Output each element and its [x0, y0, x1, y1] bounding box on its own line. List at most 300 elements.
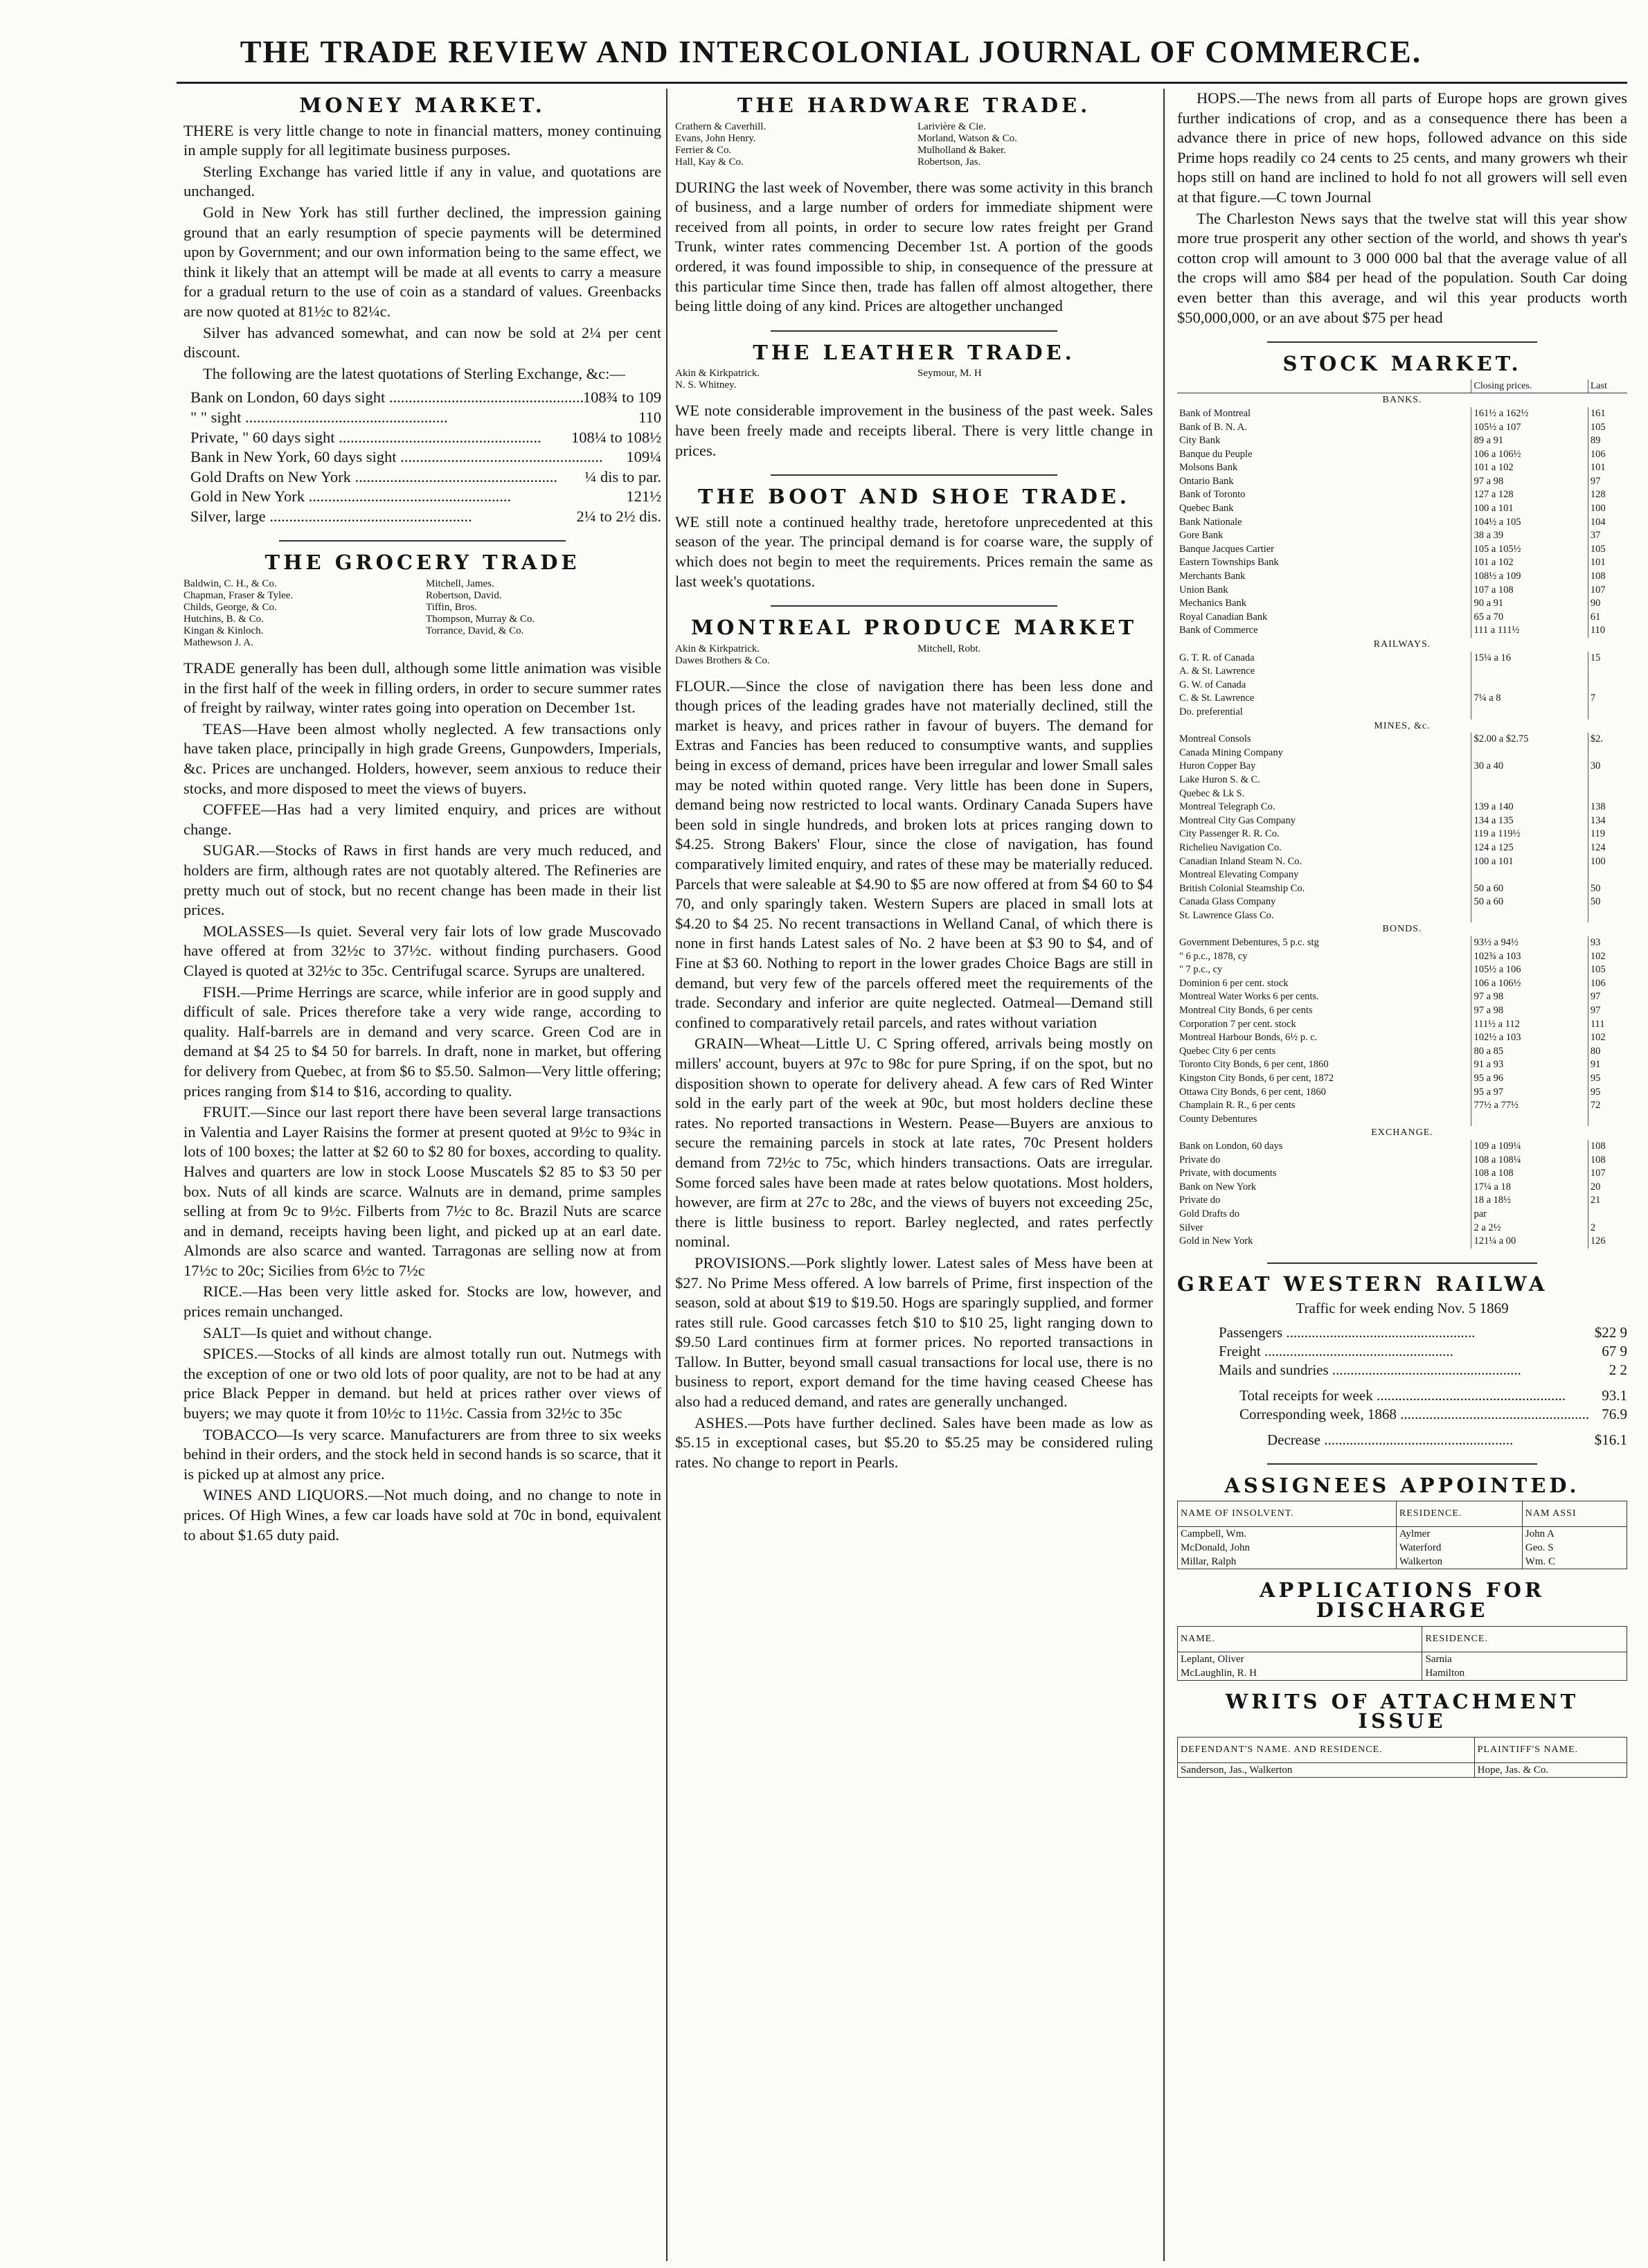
- stock-row: [1177, 747, 1627, 760]
- stock-cell: Quebec City 6 per cents: [1179, 1045, 1276, 1057]
- produce-section: [675, 618, 1153, 1472]
- traffic-row: [1219, 1361, 1627, 1379]
- paragraph: TRADE generally has been dull, although some little animation was visible in the first half of the week in filling orders, in order to secure summer rates of freight by railway, winter rates going into operation on December 1st.: [183, 659, 661, 717]
- stock-cell: Ottawa City Bonds, 6 per cent, 1860: [1179, 1086, 1326, 1098]
- stock-cell: Bank of B. N. A.: [1179, 421, 1247, 433]
- stock-cell: C. & St. Lawrence: [1179, 693, 1255, 704]
- stock-row: [1177, 895, 1627, 909]
- stock-cell: 100 a 101: [1471, 502, 1588, 516]
- section-divider: [771, 474, 1057, 476]
- stock-cell: 30 a 40: [1471, 760, 1588, 774]
- stock-row: [1177, 1086, 1627, 1100]
- writs-section: [1177, 1689, 1627, 1778]
- dealer-name: Seymour, M. H: [917, 368, 982, 380]
- stock-row: [1177, 624, 1627, 638]
- stock-cell: Silver: [1179, 1222, 1203, 1233]
- stock-cell: [1588, 909, 1627, 923]
- stock-row: [1177, 801, 1627, 814]
- stock-cell: 80: [1588, 1045, 1627, 1059]
- traffic-row: [1239, 1386, 1627, 1405]
- stock-cell: G. T. R. of Canada: [1179, 652, 1255, 663]
- section-divider: [1267, 1463, 1537, 1465]
- stock-cell: Montreal Harbour Bonds, 6½ p. c.: [1179, 1032, 1318, 1044]
- stock-cell: Huron Copper Bay: [1179, 760, 1256, 772]
- stock-row: [1177, 774, 1627, 787]
- stock-cell: 61: [1588, 611, 1627, 625]
- stock-cell: 72: [1588, 1099, 1627, 1113]
- stock-cell: Bank of Toronto: [1179, 489, 1246, 501]
- table-header: RESIDENCE.: [1396, 1501, 1522, 1527]
- stock-cell: 102¾ a 103: [1471, 950, 1588, 964]
- paragraph: Gold in New York has still further declined, the impression gaining ground that an early resumption of specie payments will be determined upon by Government; and our own information being to the same effect, we think it likely that an attempt will be made at all events to carry a measure for a gradual return to the use of coin as a standard of values. Greenbacks are now quoted at 81½c to 82¼c.: [183, 203, 661, 320]
- assignees-section: [1177, 1473, 1627, 1570]
- stock-cell: 100: [1588, 502, 1627, 516]
- stock-cell: 111½ a 112: [1471, 1018, 1588, 1032]
- stock-cell: 38 a 39: [1471, 529, 1588, 543]
- table-header: DEFENDANT'S NAME. AND RESIDENCE.: [1178, 1737, 1475, 1762]
- stock-cell: Ontario Bank: [1179, 475, 1234, 487]
- stock-cell: Molsons Bank: [1179, 462, 1238, 474]
- stock-category: MINES, &c.: [1374, 720, 1431, 731]
- stock-category: RAILWAYS.: [1373, 639, 1431, 650]
- dealer-name: Tiffin, Bros.: [426, 602, 477, 614]
- stock-cell: 105: [1588, 421, 1627, 435]
- stock-row: [1177, 990, 1627, 1004]
- dealer-name: Morland, Watson & Co.: [917, 132, 1017, 144]
- stock-cell: Canada Mining Company: [1179, 747, 1283, 758]
- stock-cell: Montreal Elevating Company: [1179, 869, 1299, 881]
- quotation-label: Private, " 60 days sight .....: [190, 428, 541, 448]
- paragraph: SPICES.—Stocks of all kinds are almost totally run out. Nutmegs with the exception of one or two old lots of poor quality, are not to be had at any price Black Pepper in demand. but held at prices rather over views of buyers; we may quote it from 10½c to 11½c. Cassia from 32½c to 35c: [183, 1345, 661, 1422]
- dealer-list: [675, 643, 1153, 667]
- stock-cell: [1471, 787, 1588, 801]
- table-row: [1178, 1762, 1627, 1777]
- stock-cell: [1588, 774, 1627, 787]
- table-cell: Hamilton: [1422, 1666, 1627, 1681]
- stock-row: [1177, 733, 1627, 747]
- stock-row: [1177, 556, 1627, 570]
- paragraph: SUGAR.—Stocks of Raws in first hands are very much reduced, and holders are firm, although rates are not quotably altered. The Refineries are pretty much out of stock, but no recent change has been made in their list prices.: [183, 841, 661, 919]
- stock-cell: 95 a 96: [1471, 1072, 1588, 1086]
- stock-cell: Montreal City Bonds, 6 per cents: [1179, 1005, 1313, 1017]
- stock-row: [1177, 1167, 1627, 1181]
- stock-cell: Gore Bank: [1179, 530, 1224, 542]
- stock-row: [1177, 1181, 1627, 1195]
- dealer-name: N. S. Whitney.: [675, 380, 737, 391]
- dealer-name: Robertson, David.: [426, 590, 502, 602]
- stock-cell: 107: [1588, 1167, 1627, 1181]
- stock-row: [1177, 570, 1627, 584]
- stock-cell: 105: [1588, 963, 1627, 977]
- stock-row: [1177, 977, 1627, 991]
- section-title: ASSIGNEES APPOINTED.: [1224, 1473, 1580, 1497]
- stock-cell: 2: [1588, 1222, 1627, 1235]
- section-title: WRITS OF ATTACHMENT ISSUE: [1225, 1689, 1579, 1733]
- stock-cell: 105½ a 107: [1471, 421, 1588, 435]
- stock-row: [1177, 760, 1627, 774]
- section-divider: [771, 330, 1057, 332]
- stock-cell: 107: [1588, 584, 1627, 598]
- quotation-value: 109¼: [626, 448, 661, 466]
- paragraph: PROVISIONS.—Pork slightly lower. Latest sales of Mess have been at $27. No Prime Mess offered. A low barrels of Prime, first inspection of the season, sold at about $19 to $19.50. Hogs are sparingly supplied, and former rates still rule. Good carcasses fetch $10 to $10 25, light ranging down to $9.50 Lard continues firm at former prices. No reported transactions in Tallow. In Butter, beyond small casual transactions for local use, there is no business to report, export demand for the time having ceased Cheese has also had a reduced demand, and rates are generally unchanged.: [675, 1253, 1153, 1411]
- stock-cell: 2 a 2½: [1471, 1222, 1588, 1235]
- stock-row: [1177, 841, 1627, 855]
- stock-cell: 106: [1588, 977, 1627, 991]
- stock-row: [1177, 950, 1627, 964]
- traffic-label: Mails and sundries .....: [1219, 1361, 1521, 1379]
- stock-row: [1177, 692, 1627, 706]
- column-right: [1177, 89, 1627, 2268]
- dealer-name: Larivière & Cie.: [917, 120, 986, 132]
- stock-cell: 7¼ a 8: [1471, 692, 1588, 706]
- stock-cell: 15¼ a 16: [1471, 652, 1588, 666]
- stock-row: [1177, 1235, 1627, 1249]
- discharge-table: [1177, 1626, 1627, 1681]
- hardware-paras: [675, 178, 1153, 316]
- stock-cell: 124 a 125: [1471, 841, 1588, 855]
- paragraph: FISH.—Prime Herrings are scarce, while inferior are in good supply and difficult of sale. Prices therefore take a very wide range, according to quality. Half-barrels are in demand and very scarce. Green Cod are in demand at $4 25 to $4 50 for barrels. In draft, none in market, but offering for delivery from Quebec, at from $6 to $5.50. Salmon—Very little offering; prices ranging from $14 to $16, according to quality.: [183, 983, 661, 1100]
- quotation-label: Silver, large .....: [190, 507, 472, 527]
- stock-cell: St. Lawrence Glass Co.: [1179, 909, 1274, 921]
- paragraph: TEAS—Have been almost wholly neglected. A few transactions only have taken place, principally in high grade Greens, Gunpowders, Imperials, &c. Prices are unchanged. Holders, however, seem anxious to reduce their stocks, and more disposed to meet the views of buyers.: [183, 720, 661, 797]
- table-cell: Sarnia: [1422, 1652, 1627, 1666]
- stock-cell: 121¼ a 00: [1471, 1235, 1588, 1249]
- stock-row: [1177, 1140, 1627, 1154]
- quotation-label: Gold in New York .....: [190, 487, 511, 507]
- stock-cell: 119: [1588, 828, 1627, 841]
- money-paras: [183, 121, 661, 384]
- section-title: GREAT WESTERN RAILWA: [1177, 1271, 1548, 1296]
- dealer-name: Chapman, Fraser & Tylee.: [183, 590, 294, 602]
- paragraph: Silver has advanced somewhat, and can now be sold at 2¼ per cent discount.: [183, 323, 661, 361]
- stock-row: [1177, 665, 1627, 679]
- stock-cell: Bank Nationale: [1179, 516, 1242, 528]
- money-market-section: [183, 93, 661, 526]
- stock-row: [1177, 448, 1627, 462]
- stock-header: [1177, 380, 1471, 393]
- hops-section: [1177, 89, 1627, 328]
- stock-cell: [1588, 787, 1627, 801]
- stock-row: [1177, 963, 1627, 977]
- dealer-name: [426, 637, 661, 649]
- stock-cell: [1471, 747, 1588, 760]
- stock-cell: 101 a 102: [1471, 461, 1588, 475]
- stock-row: [1177, 516, 1627, 530]
- stock-cell: Champlain R. R., 6 per cents: [1179, 1100, 1296, 1111]
- stock-row: [1177, 597, 1627, 611]
- stock-cell: 108: [1588, 570, 1627, 584]
- paragraph: COFFEE—Has had a very limited enquiry, and prices are without change.: [183, 801, 661, 838]
- stock-category: EXCHANGE.: [1371, 1127, 1433, 1139]
- paragraph: ASHES.—Pots have further declined. Sales have been made as low as $5.15 in exceptional cases, but $5.20 to $5.25 may be considered ruling rates. No change to report in Pearls.: [675, 1413, 1153, 1471]
- section-title: MONTREAL PRODUCE MARKET: [690, 616, 1138, 640]
- traffic-label: Total receipts for week .....: [1239, 1386, 1566, 1405]
- stock-cell: 97 a 98: [1471, 1004, 1588, 1018]
- stock-cell: Government Debentures, 5 p.c. stg: [1179, 937, 1319, 949]
- stock-row: [1177, 1099, 1627, 1113]
- stock-cell: 37: [1588, 529, 1627, 543]
- stock-cell: [1471, 679, 1588, 693]
- stock-cell: 105 a 105½: [1471, 543, 1588, 557]
- stock-cell: 105: [1588, 543, 1627, 557]
- paragraph: GRAIN—Wheat—Little U. C Spring offered, arrivals being mostly on millers' account, buyers at 97c to 98c for pure Spring, if on the spot, but no disposition shown to operate for delivery ahead. A few cars of Red Winter sold in the early part of the week at 90c, but most holders decline these rates. No reported transactions in Western. Pease—Buyers are anxious to secure the remaining parcels in stock at late rates, 70c Present holders demand from 72½c to 75c, which hinders transactions. Oats are irregular. Some forced sales have been made at rates below quotations. Most holders, however, are firm at 27c to 28c, and the views of buyers not exceeding 25c, there is little business to report. Barley neglected, and rates perfectly nominal.: [675, 1035, 1153, 1251]
- traffic-value: 2 2: [1609, 1361, 1627, 1378]
- stock-cell: 101 a 102: [1471, 556, 1588, 570]
- stock-cell: 90 a 91: [1471, 597, 1588, 611]
- stock-category: BANKS.: [1382, 395, 1422, 406]
- stock-cell: Bank on London, 60 days: [1179, 1140, 1283, 1152]
- stock-cell: 95: [1588, 1072, 1627, 1086]
- stock-cell: 106 a 106½: [1471, 977, 1588, 991]
- stock-cell: British Colonial Steamship Co.: [1179, 882, 1305, 894]
- stock-row: [1177, 434, 1627, 448]
- quotation-value: 110: [638, 408, 661, 426]
- stock-cell: 104: [1588, 516, 1627, 530]
- dealer-name: [917, 655, 1153, 667]
- stock-cell: 161½ a 162½: [1471, 407, 1588, 421]
- dealer-name: Dawes Brothers & Co.: [675, 654, 770, 666]
- stock-cell: 80 a 85: [1471, 1045, 1588, 1059]
- stock-row: [1177, 1058, 1627, 1072]
- stock-row: [1177, 407, 1627, 421]
- stock-row: [1177, 1045, 1627, 1059]
- stock-cell: 104½ a 105: [1471, 516, 1588, 530]
- stock-cell: 108: [1588, 1154, 1627, 1168]
- section-divider: [1267, 1262, 1537, 1264]
- stock-cell: 134 a 135: [1471, 814, 1588, 828]
- stock-cell: Gold Drafts do: [1179, 1208, 1239, 1220]
- table-cell: Sanderson, Jas., Walkerton: [1178, 1762, 1475, 1777]
- stock-cell: [1588, 679, 1627, 693]
- stock-row: [1177, 868, 1627, 882]
- section-title: THE GROCERY TRADE: [265, 551, 580, 575]
- stock-cell: 161: [1588, 407, 1627, 421]
- stock-cell: Kingston City Bonds, 6 per cent, 1872: [1179, 1073, 1334, 1084]
- stock-cell: Montreal City Gas Company: [1179, 814, 1296, 826]
- quotation-label: " " sight .....: [190, 408, 448, 428]
- stock-row: [1177, 787, 1627, 801]
- table-header: NAME OF INSOLVENT.: [1178, 1501, 1397, 1527]
- stock-cell: Bank on New York: [1179, 1181, 1257, 1193]
- stock-cell: Toronto City Bonds, 6 per cent, 1860: [1179, 1059, 1329, 1071]
- paragraph: RICE.—Has been very little asked for. Stocks are low, however, and prices remain unchanged.: [183, 1283, 661, 1321]
- table-cell: Hope, Jas. & Co.: [1474, 1762, 1627, 1777]
- paragraph: Sterling Exchange has varied little if any in value, and quotations are unchanged.: [183, 162, 661, 200]
- railway-section: [1177, 1271, 1627, 1449]
- section-title: APPLICATIONS FOR DISCHARGE: [1260, 1578, 1545, 1622]
- dealer-name: Mitchell, James.: [426, 578, 494, 590]
- stock-cell: 50 a 60: [1471, 895, 1588, 909]
- dealer-name: Thompson, Murray & Co.: [426, 614, 535, 625]
- stock-cell: 119 a 119½: [1471, 828, 1588, 841]
- dealer-name: Akin & Kirkpatrick.: [675, 643, 760, 654]
- dealer-name: Torrance, David, & Co.: [426, 625, 524, 637]
- traffic-value: $16.1: [1594, 1431, 1627, 1448]
- dealer-name: Mathewson J. A.: [183, 637, 253, 649]
- stock-market-section: [1177, 354, 1627, 1249]
- stock-cell: 108: [1588, 1140, 1627, 1154]
- stock-cell: [1471, 706, 1588, 720]
- section-divider: [1267, 341, 1537, 343]
- table-row: [1178, 1666, 1627, 1681]
- quotation-label: Gold Drafts on New York .....: [190, 467, 557, 488]
- boot-section: [675, 487, 1153, 591]
- stock-cell: 89: [1588, 434, 1627, 448]
- stock-cell: Lake Huron S. & C.: [1179, 774, 1260, 785]
- stock-cell: City Bank: [1179, 435, 1221, 447]
- stock-cell: 77½ a 77½: [1471, 1099, 1588, 1113]
- stock-cell: 128: [1588, 488, 1627, 502]
- stock-cell: Dominion 6 per cent. stock: [1179, 977, 1289, 989]
- stock-cell: 95: [1588, 1086, 1627, 1100]
- stock-cell: 93: [1588, 936, 1627, 950]
- stock-cell: Banque du Peuple: [1179, 448, 1253, 460]
- section-divider: [771, 605, 1057, 607]
- stock-header: Last: [1588, 380, 1627, 393]
- stock-cell: City Passenger R. R. Co.: [1179, 828, 1280, 840]
- traffic-row: [1267, 1431, 1627, 1449]
- stock-cell: Canada Glass Company: [1179, 896, 1276, 908]
- dealer-list: [183, 578, 661, 649]
- stock-cell: 100: [1588, 855, 1627, 869]
- stock-cell: 138: [1588, 801, 1627, 814]
- table-header: RESIDENCE.: [1422, 1626, 1627, 1652]
- stock-cell: 109 a 109¼: [1471, 1140, 1588, 1154]
- stock-cell: A. & St. Lawrence: [1179, 666, 1255, 677]
- stock-cell: Corporation 7 per cent. stock: [1179, 1018, 1296, 1030]
- dealer-name: [917, 380, 1153, 391]
- stock-row: [1177, 855, 1627, 869]
- stock-row: [1177, 814, 1627, 828]
- paragraph: HOPS.—The news from all parts of Europe hops are grown gives further indications of crop, and as a consequence there has been a advance there in price of new hops, followed advance on this side Prime hops readily co 24 cents to 25 cents, and many growers wh their hops still on hand are inclined to hold fo not all growers will sell even at that figure.—C town Journal: [1177, 89, 1627, 206]
- masthead-rule: [177, 82, 1627, 84]
- leather-section: [675, 340, 1153, 461]
- quotation-row: [190, 447, 661, 467]
- table-row: [1178, 1541, 1627, 1555]
- stock-cell: 97: [1588, 990, 1627, 1004]
- stock-cell: 100 a 101: [1471, 855, 1588, 869]
- stock-row: [1177, 1208, 1627, 1222]
- quotation-label: Bank in New York, 60 days sight .....: [190, 447, 603, 467]
- stock-cell: 139 a 140: [1471, 801, 1588, 814]
- quotation-value: ¼ dis to par.: [584, 467, 661, 485]
- stock-cell: Bank of Montreal: [1179, 407, 1251, 419]
- table-header: NAM ASSI: [1522, 1501, 1627, 1527]
- stock-cell: 124: [1588, 841, 1627, 855]
- stock-row: [1177, 1004, 1627, 1018]
- dealer-name: Robertson, Jas.: [917, 156, 981, 168]
- traffic-label: Decrease .....: [1267, 1431, 1513, 1449]
- paragraph: THERE is very little change to note in financial matters, money continuing in ample supply for all legitimate business purposes.: [183, 121, 661, 159]
- traffic-value: 76.9: [1602, 1405, 1627, 1422]
- traffic-label: Corresponding week, 1868 .....: [1239, 1405, 1589, 1424]
- section-divider: [279, 540, 566, 542]
- paragraph: FLOUR.—Since the close of navigation there has been less done and though prices of the leading grades have not materially declined, still the market is heavy, and prices rather in favour of buyers. The demand for Extras and Fancies has been reduced to consumptive wants, and supplies being in excess of demand, prices have been irregular and lower Small sales may be noted within quoted range. Very little has been done in Supers, demand being now restricted to local wants. Ordinary Canada Supers have been sold in single hundreds, and broken lots at prices ranging down to $4.25. Strong Bakers' Flour, since the close of navigation, has found comparatively limited enquiry, and rates of these may be materially reduced. Parcels that were saleable at $4.90 to $5 are now offered at from $4 60 to $4 70, and only sparingly taken. Western Supers are placed in small lots at $4.20 to $4 25. No recent transactions in Welland Canal, of which there is none in first hands Latest sales of No. 2 have been at $3 90 to $4, and of Fine at $3 60. Nothing to report in the lower grades Choice Bags are still in demand, but very few of the parcels offered meet the requirements of the trade. Secondary and inferior are quite neglected. Oatmeal—Demand still confined to comparatively retail parcels, and rates without variation: [675, 677, 1153, 1031]
- traffic-label: Passengers .....: [1219, 1323, 1475, 1342]
- stock-cell: " 7 p.c., cy: [1179, 964, 1223, 976]
- stock-cell: 91 a 93: [1471, 1058, 1588, 1072]
- stock-cell: 97 a 98: [1471, 475, 1588, 489]
- stock-cell: 50: [1588, 882, 1627, 896]
- table-header: PLAINTIFF'S NAME.: [1474, 1737, 1627, 1762]
- stock-row: [1177, 828, 1627, 841]
- dealer-name: Akin & Kirkpatrick.: [675, 368, 760, 380]
- stock-cell: 106 a 106½: [1471, 448, 1588, 462]
- assignees-table: [1177, 1501, 1627, 1569]
- stock-row: [1177, 1072, 1627, 1086]
- stock-cell: Bank of Commerce: [1179, 625, 1258, 636]
- stock-row: [1177, 1222, 1627, 1235]
- stock-row: [1177, 421, 1627, 435]
- section-title: THE HARDWARE TRADE.: [737, 93, 1091, 117]
- stock-cell: Private do: [1179, 1195, 1221, 1206]
- dealer-name: Mitchell, Robt.: [917, 643, 981, 654]
- column-rule: [666, 89, 668, 2261]
- quotation-label: Bank on London, 60 days sight .....: [190, 388, 583, 408]
- traffic-row: [1219, 1342, 1627, 1361]
- dealer-list: [675, 368, 1153, 391]
- stock-cell: [1471, 1113, 1588, 1127]
- stock-cell: $2.00 a $2.75: [1471, 733, 1588, 747]
- stock-row: [1177, 1113, 1627, 1127]
- stock-cell: Richelieu Navigation Co.: [1179, 841, 1282, 853]
- stock-header: Closing prices.: [1471, 380, 1588, 393]
- paragraph: MOLASSES—Is quiet. Several very fair lots of low grade Muscovado have offered at from 32½c to 37½c. without finding purchasers. Good Clayed is quoted at 32½c to 35c. Centrifugal scarce. Syrups are unaltered.: [183, 922, 661, 979]
- paragraph: TOBACCO—Is very scarce. Manufacturers are from three to six weeks behind in their orders, and the stock held in second hands is so scarce, that it is picked up at almost any price.: [183, 1425, 661, 1483]
- quotation-value: 108¼ to 108½: [571, 428, 661, 446]
- stock-row: [1177, 909, 1627, 923]
- stock-cell: [1588, 868, 1627, 882]
- stock-cell: 102½ a 103: [1471, 1031, 1588, 1045]
- stock-cell: [1588, 1113, 1627, 1127]
- hardware-section: [675, 93, 1153, 316]
- section-title: THE BOOT AND SHOE TRADE.: [697, 485, 1131, 509]
- dealer-name: Childs, George, & Co.: [183, 602, 277, 614]
- grocery-paras: [183, 659, 661, 1545]
- grocery-section: [183, 553, 661, 1545]
- discharge-section: [1177, 1580, 1627, 1680]
- stock-cell: Do. preferential: [1179, 706, 1243, 717]
- paragraph: The following are the latest quotations of Sterling Exchange, &c:—: [203, 364, 625, 382]
- stock-cell: [1588, 1208, 1627, 1222]
- table-cell: Wm. C: [1522, 1555, 1627, 1569]
- quotation-row: [190, 467, 661, 488]
- boot-paras: [675, 512, 1153, 591]
- table-cell: Waterford: [1396, 1541, 1522, 1555]
- traffic-label: Freight .....: [1219, 1342, 1453, 1361]
- stock-cell: " 6 p.c., 1878, cy: [1179, 950, 1248, 962]
- stock-cell: Royal Canadian Bank: [1179, 611, 1268, 623]
- table-cell: Leplant, Oliver: [1178, 1652, 1422, 1666]
- table-row: [1178, 1555, 1627, 1569]
- dealer-name: Mulholland & Baker.: [917, 144, 1006, 156]
- stock-cell: 90: [1588, 597, 1627, 611]
- stock-cell: 95 a 97: [1471, 1086, 1588, 1100]
- quotation-row: [190, 428, 661, 448]
- dealer-name: Hutchins, B. & Co.: [183, 614, 264, 625]
- paragraph: WE still note a continued healthy trade, heretofore unprecedented at this season of the year. The principal demand is for coarse ware, the supply of which does not begin to meet the requirements. Prices remain the same as last week's quotations.: [675, 512, 1153, 590]
- stock-cell: 50 a 60: [1471, 882, 1588, 896]
- traffic-value: 67 9: [1602, 1342, 1627, 1359]
- traffic-value: 93.1: [1602, 1386, 1627, 1404]
- stock-cell: Union Bank: [1179, 584, 1228, 596]
- stock-cell: Private, with documents: [1179, 1168, 1277, 1179]
- stock-row: [1177, 1194, 1627, 1208]
- stock-cell: 18 a 18½: [1471, 1194, 1588, 1208]
- quotation-value: 121½: [626, 488, 661, 506]
- stock-cell: 108 a 108¼: [1471, 1154, 1588, 1168]
- exchange-quotations: [190, 388, 661, 526]
